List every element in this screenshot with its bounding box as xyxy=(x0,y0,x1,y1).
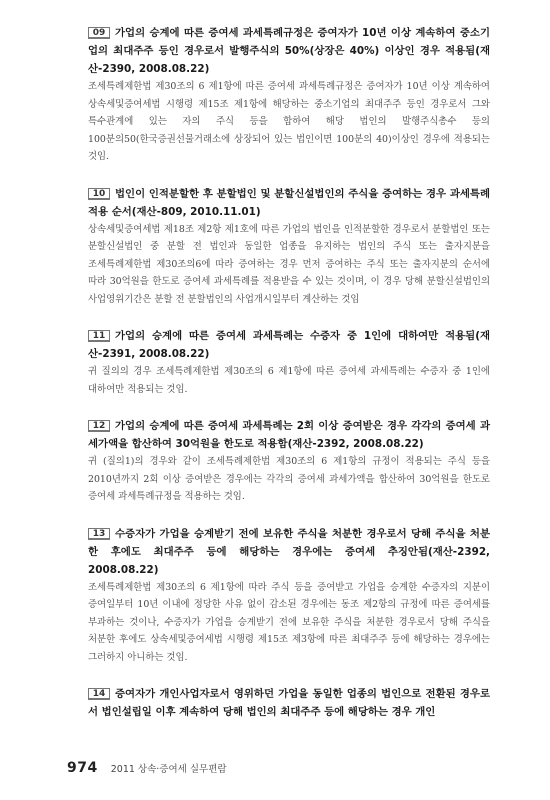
page-footer xyxy=(67,760,227,780)
ruling-title: 가업의 승계에 따른 증여세 과세특례규정은 증여자가 10년 이상 계속하여 중소기업의 최대주주 등인 경우로서 발행주식의 50%(상장은 40%) 이상인 경우 적용됨(재산-2390, 2008.08.22) xyxy=(88,27,490,75)
ruling-number-badge: 10 xyxy=(88,188,110,200)
ruling-heading xyxy=(88,327,490,363)
ruling-number-badge: 14 xyxy=(88,688,110,700)
ruling-entry-10 xyxy=(88,185,490,309)
ruling-title: 가업의 승계에 따른 증여세 과세특례는 수증자 중 1인에 대하여만 적용됨(재산-2391, 2008.08.22) xyxy=(88,330,490,360)
ruling-body: 상속세및증여세법 제18조 제2항 제1호에 따른 가업의 법인을 인적분할한 경우로서 분할법인 또는 분할신설법인 중 분할 전 법인과 동일한 업종을 유지하는 법인의 주식 또는 출자지분을 조세특례제한법 제30조의6에 따라 증여하는 경우 먼저 증여하는 주식 또는 출자지분의 순서에 따라 30억원을 한도로 증여세 과세특례를 적용받을 수 있는 것이며, 이 경우 당해 분할신설법인의 사업영위기간은 분할 전 분할법인의 사업개시일부터 계산하는 것임 xyxy=(88,223,490,305)
ruling-heading xyxy=(88,685,490,721)
ruling-number-badge: 09 xyxy=(88,27,110,39)
ruling-body: 조세특례제한법 제30조의 6 제1항에 따른 증여세 과세특례규정은 증여자가 10년 이상 계속하여 상속세및증여세법 시행령 제15조 제1항에 해당하는 중소기업의 최대주주 등인 경우로서 그와 특수관계에 있는 자의 주식 등을 합하여 해당 법인의 발행주식총수 등의 100분의50(한국증권선물거래소에 상장되어 있는 법인이면 100분의 40)이상인 경우에 적용되는 것임. xyxy=(88,81,490,162)
ruling-entry-14 xyxy=(88,685,490,721)
ruling-number-badge: 12 xyxy=(88,420,110,432)
ruling-body: 귀 (질의1)의 경우와 같이 조세특례제한법 제30조의 6 제1항의 규정이 적용되는 주식 등을 2010년까지 2회 이상 증여받은 경우에는 각각의 증여세 과세가액을 합산하여 30억원을 한도로 증여세 과세특례규정을 적용하는 것임. xyxy=(88,456,490,502)
page-number: 974 xyxy=(67,760,98,776)
ruling-body: 귀 질의의 경우 조세특례제한법 제30조의 6 제1항에 따른 증여세 과세특례는 수증자 중 1인에 대하여만 적용되는 것임. xyxy=(88,366,490,395)
ruling-title: 증여자가 개인사업자로서 영위하던 가업을 동일한 업종의 법인으로 전환된 경우로서 법인설립일 이후 계속하여 당해 법인의 최대주주 등에 해당하는 경우 개인 xyxy=(88,688,490,718)
ruling-entry-13 xyxy=(88,525,490,667)
book-title: 2011 상속·증여세 실무편람 xyxy=(110,764,227,775)
ruling-number-badge: 11 xyxy=(88,330,110,342)
ruling-heading xyxy=(88,185,490,221)
ruling-entry-09 xyxy=(88,24,490,166)
ruling-title: 수증자가 가업을 승계받기 전에 보유한 주식을 처분한 경우로서 당해 주식을 처분한 후에도 최대주주 등에 해당하는 경우에는 증여세 추징안됨(재산-2392, 2008.08.22) xyxy=(88,527,490,576)
ruling-entry-11 xyxy=(88,327,490,398)
ruling-heading xyxy=(88,417,490,453)
ruling-list xyxy=(88,24,490,740)
ruling-entry-12 xyxy=(88,417,490,506)
ruling-number-badge: 13 xyxy=(88,528,110,540)
ruling-body: 조세특례제한법 제30조의 6 제1항에 따라 주식 등을 증여받고 가업을 승계한 수증자의 지분이 증여일부터 10년 이내에 정당한 사유 없이 감소된 경우에는 동조 제2항의 규정에 따른 증여세를 부과하는 것이나, 수증자가 가업을 승계받기 전에 보유한 주식을 처분한 경우로서 당해 주식을 처분한 후에도 상속세및증여세법 시행령 제15조 제3항에 따른 최대주주 등에 해당하는 경우에는 그러하지 아니하는 것임. xyxy=(88,581,490,663)
ruling-heading xyxy=(88,24,490,78)
ruling-title: 가업의 승계에 따른 증여세 과세특례는 2회 이상 증여받은 경우 각각의 증여세 과세가액을 합산하여 30억원을 한도로 적용함(재산-2392, 2008.08.22) xyxy=(88,420,490,450)
ruling-title: 법인이 인적분할한 후 분할법인 및 분할신설법인의 주식을 증여하는 경우 과세특례적용 순서(재산-809, 2010.11.01) xyxy=(88,187,490,218)
ruling-heading xyxy=(88,525,490,579)
